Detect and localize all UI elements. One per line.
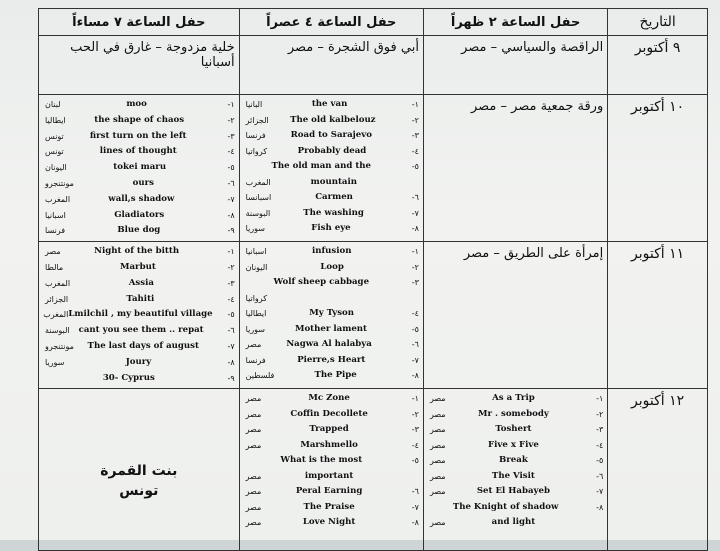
film-country: فرنسا — [245, 355, 266, 365]
film-title: Nagwa Al halabya — [286, 339, 372, 350]
schedule-row-oct10 — [39, 95, 708, 242]
film-list-item — [244, 306, 419, 322]
cell-4pm — [239, 389, 423, 551]
film-country: سوريا — [45, 357, 65, 367]
film-country: ايطاليا — [245, 309, 267, 319]
film-list-item — [244, 368, 419, 384]
film-list — [244, 244, 419, 384]
cell-4pm — [239, 95, 423, 242]
date-cell: ١٢ أكتوبر — [608, 389, 708, 551]
film-title: The last days of august — [87, 340, 199, 351]
film-country: المغرب — [45, 278, 71, 288]
film-country: مصر — [429, 409, 446, 419]
film-title: Joury — [125, 356, 152, 367]
film-title: Pierre,s Heart — [297, 354, 366, 365]
film-country: اسبانيا — [245, 247, 267, 257]
item-number: ١- — [411, 394, 419, 404]
film-list-item — [244, 97, 419, 113]
date-cell: ١١ أكتوبر — [608, 242, 708, 389]
schedule-row-oct11 — [39, 242, 708, 389]
film-title: moo — [126, 99, 147, 109]
cell-7pm — [39, 95, 240, 242]
film-country: مصر — [245, 487, 262, 497]
film-list-item — [428, 500, 603, 516]
film-country: سوريا — [245, 324, 265, 334]
item-number: ٦- — [411, 193, 419, 202]
film-country: مصر — [429, 518, 446, 528]
film-country: تونس — [45, 147, 64, 157]
item-number: ٩- — [227, 226, 235, 236]
film-list — [428, 391, 603, 531]
film-country: البانيا — [245, 100, 263, 109]
film-list-item — [43, 192, 235, 208]
film-country: مصر — [429, 456, 446, 466]
film-list-item — [244, 422, 419, 438]
film-list-item — [244, 113, 419, 129]
film-list-item — [43, 323, 235, 339]
film-country: فرنسا — [45, 226, 66, 236]
film-title: tokei maru — [113, 162, 167, 173]
feature-film-country: تونس — [119, 483, 159, 500]
cell-7pm: خلية مزدوجة – غارق في الحب أسبانيا — [39, 36, 240, 95]
item-number — [581, 515, 603, 531]
item-number: ٣- — [596, 425, 604, 435]
film-title: Mother lament — [294, 323, 367, 334]
film-country: اسبانيا — [45, 210, 66, 220]
cell-4pm: أبي فوق الشجرة – مصر — [239, 36, 423, 95]
schedule-row-oct9 — [39, 36, 708, 95]
cell-7pm — [39, 389, 240, 551]
film-title: Love Night — [302, 517, 356, 528]
film-country: مونتنجرو — [45, 178, 74, 188]
film-list-item — [43, 113, 235, 129]
film-list-item — [43, 97, 235, 113]
film-country — [43, 371, 45, 387]
item-number: ٧- — [227, 194, 235, 204]
item-number: ١- — [596, 394, 604, 404]
film-list-item — [244, 206, 419, 222]
header-row — [39, 9, 708, 36]
film-country: تونس — [45, 131, 64, 141]
item-number: ٥- — [596, 456, 604, 466]
film-title: Trapped — [309, 424, 349, 435]
film-title: Break — [499, 455, 528, 466]
film-title: Five x Five — [488, 439, 539, 450]
film-list-item — [43, 208, 235, 224]
item-number: ٥- — [227, 163, 235, 173]
film-country: ايطاليا — [45, 115, 66, 125]
film-title: Probably dead — [297, 145, 367, 156]
film-title: Coffin Decollete — [290, 408, 368, 419]
film-title: important — [304, 470, 354, 481]
film-list-item — [428, 469, 603, 485]
film-list-item — [244, 515, 419, 531]
header-date: التاريخ — [608, 9, 708, 36]
film-list-item — [244, 190, 419, 206]
film-country: مصر — [245, 471, 262, 481]
film-country: فرنسا — [245, 131, 266, 140]
film-list-item — [244, 407, 419, 423]
cell-4pm — [239, 242, 423, 389]
film-list-item — [43, 144, 235, 160]
film-country: مصر — [245, 518, 262, 528]
film-country: البوسنة — [245, 208, 271, 218]
item-number: ٧- — [227, 341, 235, 351]
item-number: ٨- — [411, 371, 419, 381]
film-title: My Tyson — [309, 308, 355, 319]
film-country: لبنان — [45, 100, 61, 109]
film-title: infusion — [311, 246, 352, 257]
item-number: ٧- — [411, 502, 419, 512]
film-title: Mc Zone — [308, 393, 350, 404]
item-number: ٤- — [227, 147, 235, 157]
item-number: ٦- — [411, 340, 419, 350]
item-number: ٣- — [227, 278, 235, 288]
item-number: ٢- — [227, 262, 235, 272]
film-title: The Visit — [491, 470, 535, 481]
film-title: and light — [491, 517, 536, 528]
film-list-item — [244, 260, 419, 276]
item-number: ٨- — [411, 224, 419, 233]
item-number: ١- — [411, 247, 419, 257]
film-list-item — [43, 223, 235, 239]
item-number: ٣- — [411, 425, 419, 435]
film-country: اسبانسا — [245, 193, 272, 202]
item-number — [397, 291, 419, 307]
item-number: ٢- — [411, 262, 419, 272]
header-4pm: حفل الساعة ٤ عصراً — [239, 9, 423, 36]
item-number: ٥- — [411, 162, 419, 171]
date-cell: ١٠ أكتوبر — [608, 95, 708, 242]
item-number: ٥- — [227, 310, 235, 320]
film-list-item — [244, 221, 419, 237]
film-list-item — [244, 159, 419, 175]
film-list — [43, 97, 235, 239]
film-country: مصر — [429, 425, 446, 435]
item-number: ٩- — [227, 373, 235, 383]
film-country: الجزائر — [45, 294, 69, 304]
film-title: Marshmello — [300, 439, 358, 450]
film-country — [428, 500, 430, 516]
film-list-item — [428, 391, 603, 407]
film-list-item — [244, 144, 419, 160]
film-title: The Pipe — [314, 370, 357, 381]
item-number: ٥- — [411, 324, 419, 334]
item-number: ٢- — [596, 409, 604, 419]
film-list-item — [244, 484, 419, 500]
cell-2pm: ورقة جمعية مصر – مصر — [423, 95, 607, 242]
film-list-item — [428, 453, 603, 469]
film-title: lines of thought — [99, 146, 177, 157]
film-country: كرواتيا — [245, 146, 268, 156]
film-country: مصر — [245, 340, 262, 350]
film-country — [244, 159, 246, 175]
film-country: كرواتيا — [245, 293, 268, 303]
item-number: ٨- — [227, 210, 235, 220]
film-title: Toshert — [495, 424, 532, 435]
film-country: مصر — [429, 394, 446, 404]
film-country: فلسطين — [245, 371, 275, 381]
film-title: Night of the bitth — [94, 246, 180, 257]
film-title: The Praise — [303, 501, 355, 512]
film-list-item — [244, 275, 419, 291]
film-title: As a Trip — [492, 393, 535, 404]
film-title: cant you see them .. repat — [78, 325, 204, 336]
item-number: ١- — [227, 100, 235, 109]
film-country: البوسنة — [45, 326, 70, 336]
cell-2pm — [423, 389, 607, 551]
film-country — [244, 453, 246, 469]
film-title: Fish eye — [311, 223, 351, 233]
item-number: ٤- — [411, 440, 419, 450]
film-list-item — [43, 371, 235, 387]
film-country: سوريا — [245, 224, 265, 233]
film-title: Loop — [320, 261, 344, 272]
item-number: ٤- — [411, 309, 419, 319]
film-country: مصر — [245, 502, 262, 512]
item-number: ٣- — [227, 131, 235, 141]
film-list-item — [244, 337, 419, 353]
film-list-item — [428, 422, 603, 438]
film-title: The old kalbelouz — [290, 114, 376, 125]
item-number: ٦- — [411, 487, 419, 497]
item-number — [397, 469, 419, 485]
item-number: ١- — [227, 247, 235, 257]
film-list-item — [244, 291, 419, 307]
film-list-item — [43, 276, 235, 292]
item-number — [397, 175, 419, 191]
item-number: ٧- — [596, 487, 604, 497]
item-number: ٢- — [411, 409, 419, 419]
date-cell: ٩ أكتوبر — [608, 36, 708, 95]
film-title: wall,s shadow — [108, 193, 175, 204]
film-list-item — [428, 407, 603, 423]
film-country: المغرب — [45, 194, 71, 204]
film-list-item — [428, 484, 603, 500]
festival-schedule-table — [38, 8, 708, 551]
film-list-item — [43, 129, 235, 145]
film-title: Lmilchil , my beautiful village — [68, 309, 213, 320]
item-number: ١- — [411, 100, 419, 109]
film-list-item — [43, 339, 235, 355]
film-country: مالطا — [45, 262, 64, 272]
film-list-item — [428, 515, 603, 531]
item-number: ٧- — [411, 208, 419, 218]
film-list-item — [43, 260, 235, 276]
item-number: ٥- — [411, 456, 419, 466]
film-country: المغرب — [43, 310, 69, 320]
film-list-item — [43, 160, 235, 176]
film-title: first turn on the left — [89, 130, 187, 141]
item-number: ٦- — [227, 326, 235, 336]
film-country: مصر — [45, 247, 61, 257]
film-list-item — [244, 500, 419, 516]
film-list-item — [43, 292, 235, 308]
film-title: Road to Sarajevo — [290, 130, 372, 140]
item-number: ٧- — [411, 355, 419, 365]
film-country: مصر — [245, 425, 262, 435]
film-title: Blue dog — [117, 225, 161, 236]
film-country: مصر — [245, 440, 262, 450]
film-list — [244, 391, 419, 531]
film-list-item — [244, 438, 419, 454]
film-list-item — [43, 244, 235, 260]
film-country: مصر — [429, 471, 446, 481]
cell-2pm: الراقصة والسياسي – مصر — [423, 36, 607, 95]
film-title: Tahiti — [126, 293, 155, 304]
item-number: ٣- — [411, 131, 419, 140]
item-number: ٢- — [411, 115, 419, 125]
schedule-row-oct12 — [39, 389, 708, 551]
film-list-item — [244, 453, 419, 469]
film-list-item — [244, 322, 419, 338]
film-title: The old man and the — [271, 161, 372, 171]
film-country: مصر — [245, 394, 262, 404]
film-list-item — [244, 353, 419, 369]
item-number: ٦- — [596, 471, 604, 481]
film-country: مصر — [429, 440, 446, 450]
item-number: ٤- — [411, 146, 419, 156]
film-list-item — [244, 244, 419, 260]
film-country — [244, 275, 246, 291]
film-title: mountain — [310, 176, 358, 187]
cell-2pm: إمرأة على الطريق – مصر — [423, 242, 607, 389]
item-number: ٤- — [596, 440, 604, 450]
item-number: ٣- — [411, 278, 419, 288]
film-list-item — [244, 128, 419, 144]
item-number: ٨- — [411, 518, 419, 528]
film-title: Set El Habayeb — [476, 486, 550, 497]
film-title: Carmen — [315, 192, 353, 202]
film-title: 30- Cyprus — [102, 372, 155, 383]
item-number: ٤- — [227, 294, 235, 304]
film-title: The Knight of shadow — [452, 501, 559, 512]
film-list — [43, 244, 235, 386]
item-number: ٨- — [227, 357, 235, 367]
film-country: المغرب — [245, 177, 271, 187]
header-7pm: حفل الساعة ٧ مساءاً — [39, 9, 240, 36]
film-title: ours — [132, 177, 154, 188]
item-number: ٨- — [596, 502, 604, 512]
header-2pm: حفل الساعة ٢ ظهراً — [423, 9, 607, 36]
film-title: Marbut — [119, 261, 156, 272]
film-country: اليونان — [245, 262, 268, 272]
film-title: the van — [311, 99, 348, 109]
film-list-item — [244, 175, 419, 191]
film-country: مصر — [429, 487, 446, 497]
film-list-item — [428, 438, 603, 454]
film-title: Peral Earning — [295, 486, 363, 497]
film-list-item — [43, 307, 235, 323]
film-title: the shape of chaos — [94, 114, 185, 125]
film-list — [244, 97, 419, 237]
film-list-item — [43, 176, 235, 192]
film-title — [267, 291, 397, 307]
cell-7pm — [39, 242, 240, 389]
film-title: Wolf sheep cabbage — [273, 277, 370, 288]
film-list-item — [43, 355, 235, 371]
film-country: اليونان — [45, 163, 67, 173]
film-country: مصر — [245, 409, 262, 419]
film-list-item — [244, 469, 419, 485]
film-title: What is the most — [280, 455, 363, 466]
feature-film-title: بنت القمرة — [100, 463, 178, 480]
item-number: ٢- — [227, 115, 235, 125]
film-title: Mr . somebody — [477, 408, 549, 419]
film-country: مونتنجرو — [45, 341, 74, 351]
film-list-item — [244, 391, 419, 407]
film-title: The washing — [303, 207, 364, 218]
film-country: الجزائر — [245, 115, 269, 125]
film-title: Assia — [128, 277, 154, 288]
item-number: ٦- — [227, 178, 235, 188]
film-title: Gladiators — [114, 209, 165, 220]
